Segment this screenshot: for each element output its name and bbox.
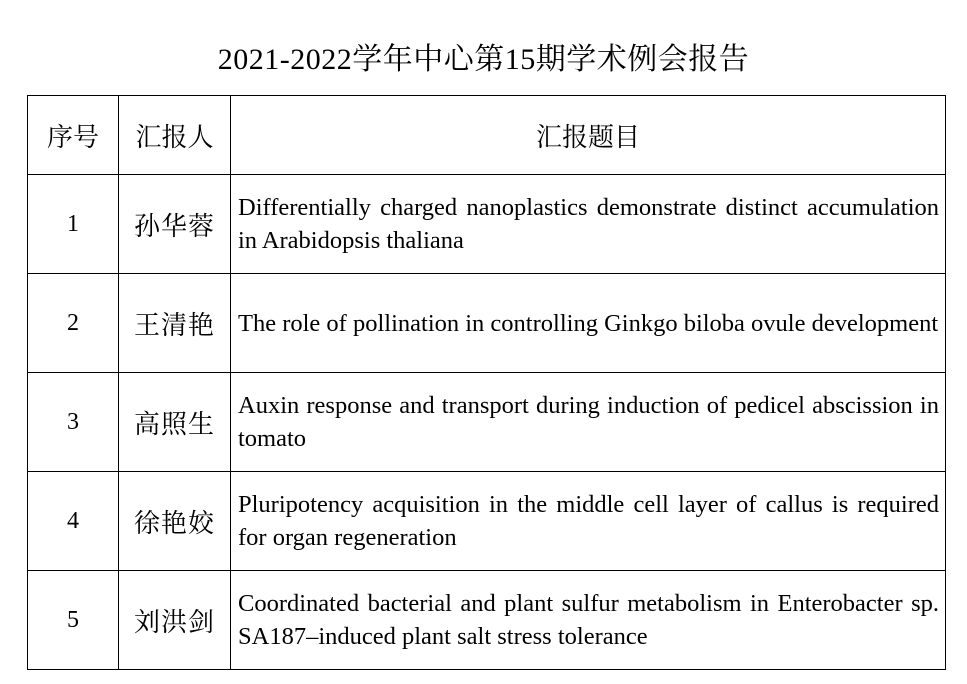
table-row — [28, 571, 946, 670]
presenter-name: 王清艳 — [119, 274, 231, 373]
row-number: 5 — [28, 571, 119, 670]
table-row — [28, 274, 946, 373]
column-header-presenter: 汇报人 — [119, 96, 231, 175]
table-row — [28, 373, 946, 472]
table-header-row — [28, 96, 946, 175]
report-table — [27, 95, 946, 670]
report-topic: Pluripotency acquisition in the middle cell layer of callus is required for organ regeneration — [231, 472, 946, 571]
presenter-name: 徐艳姣 — [119, 472, 231, 571]
report-topic: Auxin response and transport during induction of pedicel abscission in tomato — [231, 373, 946, 472]
column-header-topic: 汇报题目 — [231, 96, 946, 175]
row-number: 4 — [28, 472, 119, 571]
column-header-no: 序号 — [28, 96, 119, 175]
row-number: 3 — [28, 373, 119, 472]
page-title: 2021-2022学年中心第15期学术例会报告 — [217, 43, 750, 76]
report-topic: Differentially charged nanoplastics demonstrate distinct accumulation in Arabidopsis thaliana — [231, 175, 946, 274]
presenter-name: 高照生 — [119, 373, 231, 472]
presenter-name: 孙华蓉 — [119, 175, 231, 274]
row-number: 2 — [28, 274, 119, 373]
row-number: 1 — [28, 175, 119, 274]
table-row — [28, 472, 946, 571]
report-topic: The role of pollination in controlling Ginkgo biloba ovule development — [231, 274, 946, 373]
report-topic: Coordinated bacterial and plant sulfur metabolism in Enterobacter sp. SA187–induced plant salt stress tolerance — [231, 571, 946, 670]
presenter-name: 刘洪剑 — [119, 571, 231, 670]
table-row — [28, 175, 946, 274]
